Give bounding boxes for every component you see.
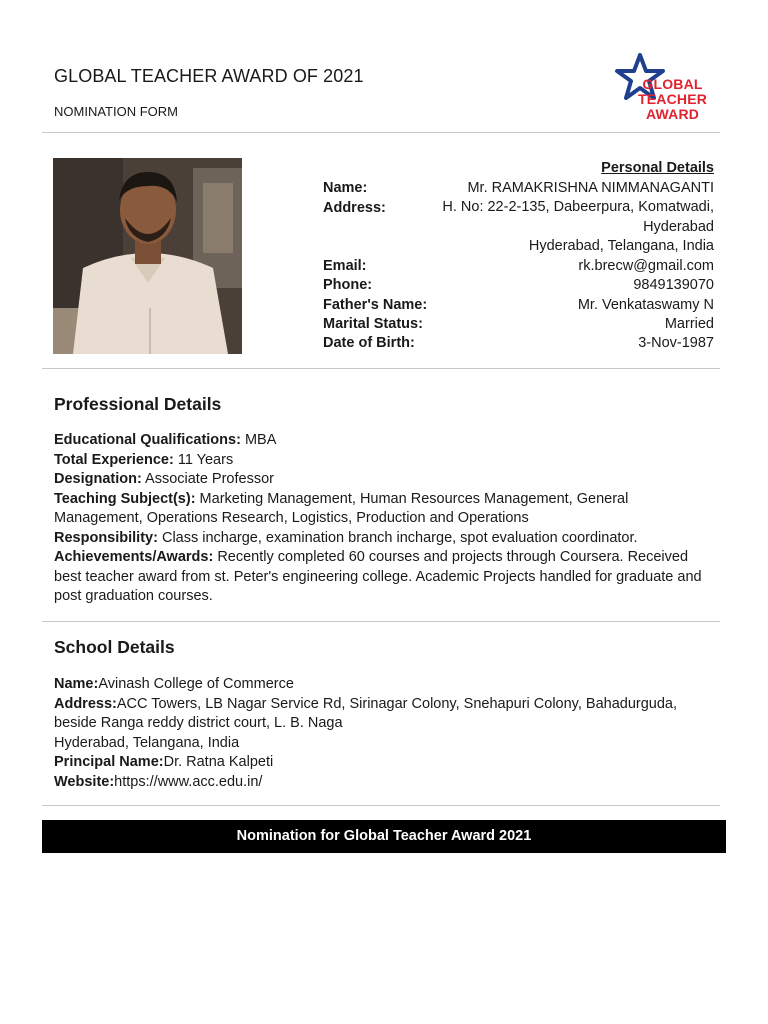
father-name-label: Father's Name: [323, 297, 428, 313]
school-details-heading: School Details [54, 637, 175, 657]
designation-row: Designation: Associate Professor [54, 471, 274, 487]
email-value: rk.brecw@gmail.com [578, 258, 714, 274]
school-details-body [54, 675, 714, 792]
name-label: Name: [323, 180, 368, 196]
school-city-row: Hyderabad, Telangana, India [54, 734, 240, 751]
education-row: Educational Qualifications: MBA [54, 432, 277, 448]
address-line-2: Hyderabad [643, 219, 714, 235]
website-link[interactable]: https://www.acc.edu.in/ [114, 773, 263, 790]
experience-row: Total Experience: 11 Years [54, 451, 234, 468]
achievements-row: Achievements/Awards: Recently completed 60 courses and projects through Coursera. Received best teacher award from st. Peter's engineering college. Academic Projects handled for graduate and post graduation courses. [54, 549, 702, 604]
name-value: Mr. RAMAKRISHNA NIMMANAGANTI [467, 180, 714, 196]
nominee-photo [53, 158, 242, 354]
marital-status-label: Marital Status: [323, 316, 423, 332]
dob-value: 3-Nov-1987 [638, 335, 714, 351]
global-teacher-award-logo [614, 52, 724, 124]
website-row: Website:https://www.acc.edu.in/ [54, 773, 263, 790]
father-name-value: Mr. Venkataswamy N [577, 297, 714, 313]
responsibility-row: Responsibility: Class incharge, examination branch incharge, spot evaluation coordinator. [54, 529, 638, 546]
page-title: GLOBAL TEACHER AWARD OF 2021 [54, 66, 364, 86]
header-divider [42, 132, 720, 133]
principal-row: Principal Name:Dr. Ratna Kalpeti [54, 754, 274, 770]
address-line-3: Hyderabad, Telangana, India [528, 238, 714, 254]
email-label: Email: [323, 258, 367, 274]
personal-details-heading: Personal Details [601, 160, 714, 176]
dob-label: Date of Birth: [323, 335, 415, 351]
marital-status-value: Married [664, 316, 714, 332]
nomination-footer-bar: Nomination for Global Teacher Award 2021 [42, 820, 726, 853]
professional-details-body [54, 431, 714, 607]
professional-details-heading: Professional Details [54, 394, 222, 414]
personal-divider [42, 368, 720, 369]
school-address-row: Address:ACC Towers, LB Nagar Service Rd, Sirinagar Colony, Snehapuri Colony, Bahadurguda, beside Ranga reddy district court, L. B. Naga [54, 695, 678, 731]
school-name-row: Name:Avinash College of Commerce [54, 676, 294, 692]
school-divider [42, 805, 720, 806]
phone-value: 9849139070 [633, 277, 714, 293]
address-label: Address: [323, 200, 386, 216]
page-subtitle: NOMINATION FORM [54, 104, 178, 119]
professional-divider [42, 621, 720, 622]
address-line-1: H. No: 22-2-135, Dabeerpura, Komatwadi, [442, 199, 714, 215]
phone-label: Phone: [323, 277, 373, 293]
teaching-subjects-row: Teaching Subject(s): Marketing Management, Human Resources Management, General Management, Operations Research, Logistics, Production and Operations [54, 490, 629, 526]
logo-wordmark: GLOBAL TEACHER AWARD [638, 76, 708, 122]
